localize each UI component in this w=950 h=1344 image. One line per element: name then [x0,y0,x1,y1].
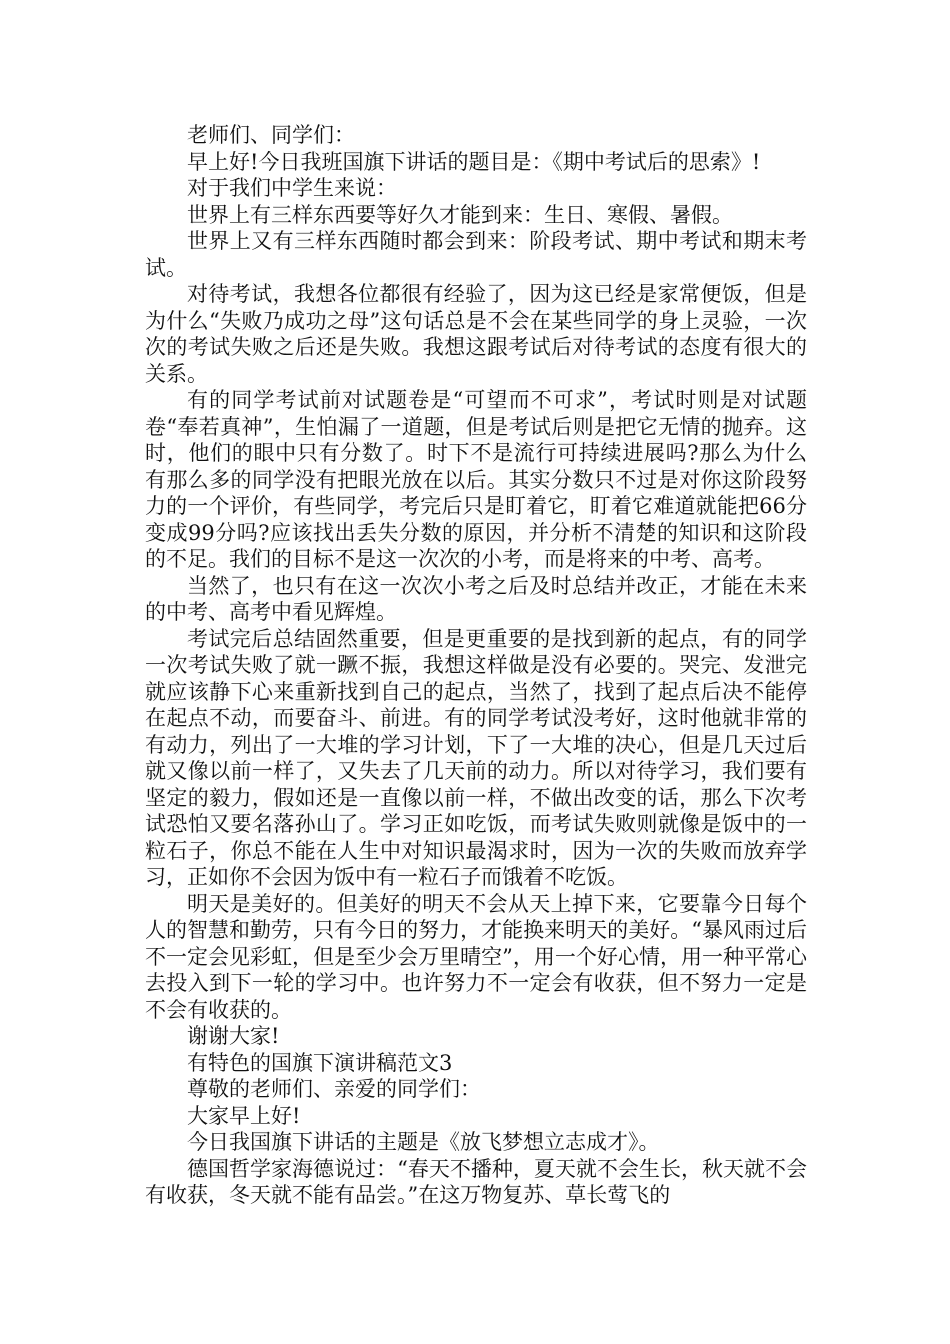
paragraph: 明天是美好的。但美好的明天不会从天上掉下来，它要靠今日每个人的智慧和勤劳，只有今日的努力，才能换来明天的美好。“暴风雨过后不一定会见彩虹，但是至少会万里晴空”，用一个好心情，用一种平常心去投入到下一轮的学习中。也许努力不一定会有收获，但不努力一定是不会有收获的。 [145,891,807,1022]
paragraph: 对于我们中学生来说： [187,176,397,200]
paragraph: 今日我国旗下讲话的主题是《放飞梦想立志成才》。 [187,1130,660,1154]
paragraph: 世界上又有三样东西随时都会到来：阶段考试、期中考试和期末考试。 [145,229,807,280]
greeting: 大家早上好! [187,1103,301,1128]
greeting-topic: 早上好!今日我班国旗下讲话的题目是：《期中考试后的思索》! [187,149,761,174]
paragraph: 世界上有三样东西要等好久才能到来：生日、寒假、暑假。 [187,202,733,227]
salutation: 老师们、同学们： [187,123,355,147]
closing-thanks: 谢谢大家! [187,1024,280,1048]
paragraph: 有的同学考试前对试题卷是“可望而不可求”，考试时则是对试题卷“奉若真神”，生怕漏了一道题，但是考试后则是把它无情的抛弃。这时，他们的眼中只有分数了。时下不是流行可持续进展吗?那么为什么有那么多的同学没有把眼光放在以后。其实分数只不过是对你这阶段努力的一个评价，有些同学，考完后只是盯着它，盯着它难道就能把66分变成99分吗?应该找出丢失分数的原因，并分析不清楚的知识和这阶段的不足。我们的目标不是这一次次的小考，而是将来的中考、高考。 [145,388,807,571]
paragraph: 当然了，也只有在这一次次小考之后及时总结并改正，才能在未来的中考、高考中看见辉煌。 [145,573,807,624]
paragraph: 对待考试，我想各位都很有经验了，因为这已经是家常便饭，但是为什么“失败乃成功之母”这句话总是不会在某些同学的身上灵验，一次次的考试失败之后还是失败。我想这跟考试后对待考试的态度有很大的关系。 [145,282,807,386]
paragraph: 考试完后总结固然重要，但是更重要的是找到新的起点，有的同学一次考试失败了就一蹶不振，我想这样做是没有必要的。哭完、发泄完就应该静下心来重新找到自己的起点，当然了，找到了起点后决不能停在起点不动，而要奋斗、前进。有的同学考试没考好，这时他就非常的有动力，列出了一大堆的学习计划，下了一大堆的决心，但是几天过后就又像以前一样了，又失去了几天前的动力。所以对待学习，我们要有坚定的毅力，假如还是一直像以前一样，不做出改变的话，那么下次考试恐怕又要名落孙山了。学习正如吃饭，而考试失败则就像是饭中的一粒石子，你总不能在人生中对知识最渴求时，因为一次的失败而放弃学习，正如你不会因为饭中有一粒石子而饿着不吃饭。 [145,626,807,889]
section-heading: 有特色的国旗下演讲稿范文3 [187,1050,453,1075]
salutation: 尊敬的老师们、亲爱的同学们： [187,1077,481,1101]
paragraph: 德国哲学家海德说过：“春天不播种，夏天就不会生长，秋天就不会有收获，冬天就不能有品尝。”在这万物复苏、草长莺飞的 [145,1156,807,1207]
document-body [145,122,807,1209]
